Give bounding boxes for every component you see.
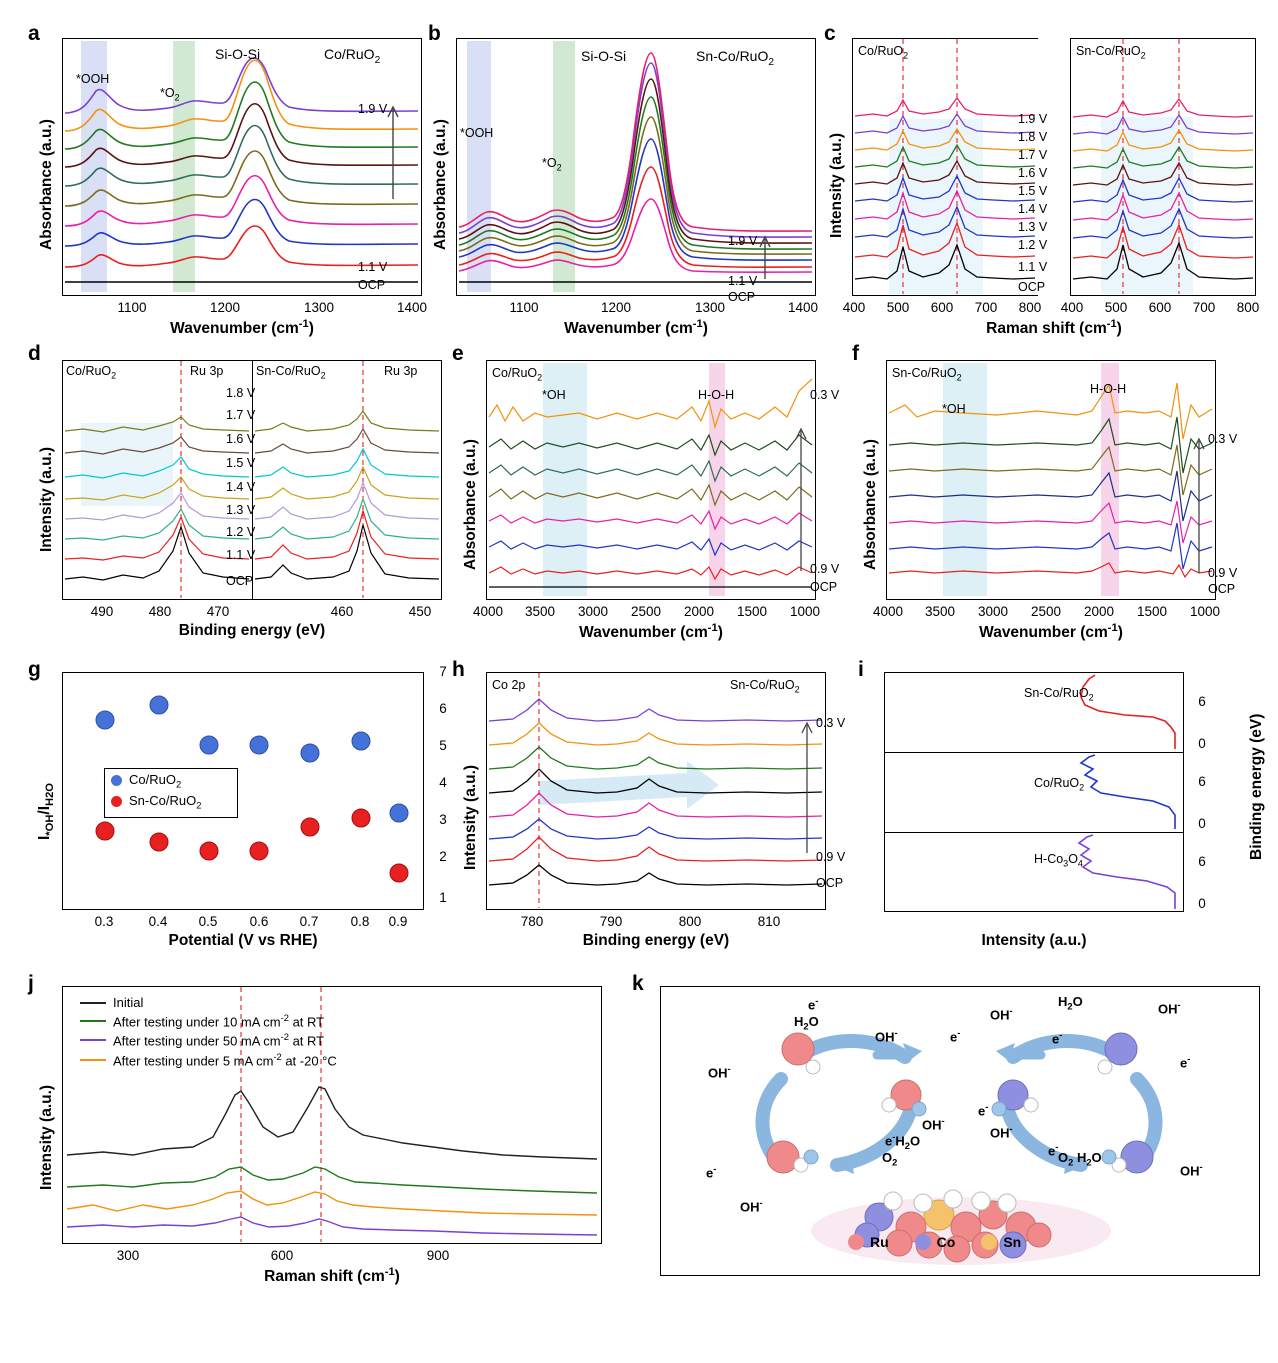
legend-dot-sn [981,1234,997,1250]
panel-k-label-e-1: e- [808,996,819,1013]
panel-label-k: k [632,972,644,995]
panel-g-ytick-6: 6 [439,701,447,716]
panel-d-potential-1.3: 1.3 V [226,503,256,517]
panel-g-xtick-0.9: 0.9 [388,914,408,929]
panel-d-xtick-470: 470 [206,604,230,619]
panel-a-ylabel: Absorbance (a.u.) [38,119,55,250]
panel-d-xtick-480: 480 [148,604,172,619]
panel-k-label-oh-4: OH- [740,1198,763,1215]
panel-b-xtick-1100: 1100 [509,300,539,315]
panel-c-right-xtick-800: 800 [1236,300,1260,315]
panel-h-ylabel: Intensity (a.u.) [462,764,479,870]
panel-a-xtick-1100: 1100 [117,300,147,315]
panel-i-ytick-bot-0: 0 [1198,896,1206,911]
panel-b-xtick-1300: 1300 [694,300,726,315]
panel-g-xlabel: Potential (V vs RHE) [168,932,318,949]
panel-g-xtick-0.5: 0.5 [198,914,218,929]
panel-k-label-oh-8: OH- [1180,1162,1203,1179]
panel-k-label-oh-1: OH- [708,1064,731,1081]
panel-h [486,672,846,910]
panel-k-label-oh-3: OH- [922,1116,945,1133]
panel-d-xtick-450: 450 [408,604,432,619]
panel-b-xtick-1400: 1400 [787,300,819,315]
panel-d-left-sample-label: Co/RuO$_2$ [66,364,117,381]
panel-j-legend-item-2 [80,1013,374,1029]
panel-f-xtick-1000: 1000 [1189,604,1221,619]
panel-c-left-sample-label: Co/RuO$_2$ [858,44,909,61]
panel-c-right-xtick-700: 700 [1192,300,1216,315]
panel-c-ylabel: Intensity (a.u.) [828,132,845,238]
panel-k-label-e-7: e- [1048,1142,1059,1159]
panel-f [886,360,1238,600]
panel-c-right-xtick-500: 500 [1104,300,1128,315]
panel-j-ylabel: Intensity (a.u.) [38,1084,55,1190]
panel-d-potential-1.6: 1.6 V [226,432,256,446]
panel-i-ytick-bot-6: 6 [1198,854,1206,869]
panel-d-xtick-490: 490 [90,604,114,619]
panel-g-legend-item-2 [111,793,231,811]
panel-c-left-xtick-800: 800 [1018,300,1042,315]
panel-j [62,986,602,1244]
panel-a-annotation-ooh: *OOH [76,72,110,86]
panel-i-plot-top [884,672,1184,752]
panel-b-plot-area [456,38,816,296]
panel-h-sample-label: Sn-Co/RuO$_2$ [730,678,800,695]
panel-label-c: c [824,22,836,45]
panel-k-legend-label-ru: Ru [870,1234,889,1250]
panel-f-xtick-4000: 4000 [872,604,904,619]
panel-k-legend-label-sn: Sn [1003,1234,1022,1250]
panel-k-legend-label-co: Co [936,1234,956,1250]
panel-h-baseline-label: OCP [816,876,844,890]
panel-g-legend [104,768,238,818]
panel-k-label-e-5: e- [1180,1054,1191,1071]
legend-dot-co-ruo2 [111,775,122,786]
panel-k-label-oh-5: OH- [1158,1000,1181,1017]
panel-h-plot-area [486,672,826,910]
panel-k-label-o2-left: $O_2$ [882,1150,898,1168]
panel-e-xtick-1000: 1000 [789,604,821,619]
panel-j-legend-item-3 [80,1032,374,1048]
panel-c-left-xtick-500: 500 [886,300,910,315]
panel-c-potential-1.5: 1.5 V [1018,184,1048,198]
panel-k-label-h2o-1: $H_2O$ [794,1014,819,1032]
panel-f-xtick-1500: 1500 [1136,604,1168,619]
panel-k [660,986,1260,1276]
legend-dot-sn-co-ruo2 [111,796,122,807]
legend-dot-co [915,1234,931,1250]
panel-d-right-core-label: Ru 3p [384,364,418,378]
legend-line-50ma-rt [80,1039,106,1041]
panel-label-e: e [452,342,464,365]
panel-j-legend-label-3: After testing under 50 mA $cm^{-2}$ at RT [113,1032,325,1049]
panel-a-xtick-1200: 1200 [209,300,241,315]
panel-label-i: i [858,658,864,681]
panel-e-arrow-top-label: 0.3 V [810,388,840,402]
panel-k-legend [848,1234,1098,1262]
panel-label-j: j [28,972,34,995]
panel-a-arrow-bottom-label: 1.1 V [358,260,388,274]
panel-f-annotation-oh: *OH [942,402,966,416]
panel-d-potential-1.8: 1.8 V [226,386,256,400]
panel-h-xtick-790: 790 [599,914,623,929]
panel-c-plot-left [852,38,1038,296]
panel-c-plot-right [1070,38,1256,296]
panel-c-potential-1.2: 1.2 V [1018,238,1048,252]
panel-a-annotation-sisi: Si-O-Si [215,46,261,62]
panel-e-plot-area [486,360,816,600]
panel-e-xtick-2000: 2000 [683,604,715,619]
panel-b [456,38,816,304]
panel-j-xtick-300: 300 [116,1248,140,1263]
panel-e-xtick-2500: 2500 [630,604,662,619]
panel-g-legend-label-2: Sn-Co/RuO$_2$ [129,792,202,811]
panel-b-arrow-bottom-label: 1.1 V [728,274,758,288]
panel-d-potential-1.1: 1.1 V [226,548,256,562]
panel-e-annotation-oh: *OH [542,388,566,402]
panel-b-baseline-label: OCP [728,290,756,304]
panel-c-potential-1.1: 1.1 V [1018,260,1048,274]
panel-i-trace-label-3: $H-Co_3O_4$ [1034,852,1083,869]
panel-f-xtick-3000: 3000 [977,604,1009,619]
panel-k-label-eh2o-left: $e^-H_2O$ [885,1132,921,1151]
panel-d-plot-left [62,360,252,600]
panel-c-potential-1.8: 1.8 V [1018,130,1048,144]
panel-e-ylabel: Absorbance (a.u.) [462,439,479,570]
panel-c-potential-1.6: 1.6 V [1018,166,1048,180]
panel-h-xtick-800: 800 [678,914,702,929]
panel-label-h: h [452,658,465,681]
panel-k-label-o2h2o-right: $O_2$ $H_2O$ [1058,1150,1102,1168]
panel-a [62,38,422,296]
panel-c-right-xtick-600: 600 [1148,300,1172,315]
panel-i-trace-label-2: Co/RuO$_2$ [1034,776,1085,793]
panel-g-ylabel: $I_{*OH}/I_{H2O}$ [36,783,57,840]
panel-j-legend-label-2: After testing under 10 mA $cm^{-2}$ at RT [113,1013,325,1030]
panel-k-label-e-3: e- [706,1164,717,1181]
panel-g-ytick-3: 3 [439,812,447,827]
panel-j-legend [74,992,380,1082]
panel-c-right-xtick-400: 400 [1060,300,1084,315]
panel-label-g: g [28,658,41,681]
panel-a-annotation-o2: $*O_2$ [160,86,180,103]
panel-d-xtick-460: 460 [330,604,354,619]
panel-f-arrow-top-label: 0.3 V [1208,432,1238,446]
panel-b-annotation-sisi: Si-O-Si [581,48,627,64]
panel-d-potential-1.7: 1.7 V [226,408,256,422]
panel-g-xtick-0.4: 0.4 [148,914,168,929]
panel-h-xlabel: Binding energy (eV) [582,932,730,949]
panel-j-legend-label-1: Initial [113,995,144,1010]
panel-g-legend-item-1 [111,772,231,790]
panel-b-sample-label: Sn-Co/RuO$_2$ [696,48,774,68]
panel-j-xtick-600: 600 [270,1248,294,1263]
panel-g-legend-label-1: Co/RuO$_2$ [129,772,182,790]
panel-g-xtick-0.6: 0.6 [249,914,269,929]
legend-line-initial [80,1002,106,1004]
panel-k-label-h2o-2: $H_2O$ [1058,994,1083,1012]
panel-k-label-e-6: e- [978,1102,989,1119]
panel-b-xtick-1200: 1200 [600,300,632,315]
panel-e-xlabel: Wavenumber $(cm^{-1})$ [579,622,723,642]
panel-a-xlabel: Wavenumber $(cm^{-1})$ [170,318,314,338]
panel-e-sample-label: Co/RuO$_2$ [492,366,543,383]
panel-f-arrow-bottom-label: 0.9 V [1208,566,1238,580]
panel-c [852,38,1256,296]
panel-g-xtick-0.8: 0.8 [350,914,370,929]
panel-f-xtick-2000: 2000 [1083,604,1115,619]
panel-g-ytick-7: 7 [439,664,447,679]
panel-h-xtick-810: 810 [757,914,781,929]
panel-d-baseline-label: OCP [226,574,254,588]
panel-a-baseline-label: OCP [358,278,386,292]
panel-f-xtick-2500: 2500 [1030,604,1062,619]
panel-b-annotation-ooh: *OOH [460,126,494,140]
panel-e-xtick-3000: 3000 [577,604,609,619]
panel-label-d: d [28,342,41,365]
panel-c-left-xtick-700: 700 [974,300,998,315]
panel-g-xtick-0.7: 0.7 [299,914,319,929]
panel-a-xtick-1400: 1400 [396,300,428,315]
panel-g-ytick-1: 1 [439,890,447,905]
panel-g-ytick-5: 5 [439,738,447,753]
panel-g-ytick-4: 4 [439,775,447,790]
panel-h-arrow-bottom-label: 0.9 V [816,850,846,864]
panel-d-left-core-label: Ru 3p [190,364,224,378]
panel-d-potential-1.4: 1.4 V [226,480,256,494]
panel-c-left-xtick-400: 400 [842,300,866,315]
panel-i [884,672,1184,910]
panel-e-annotation-hoh: H-O-H [698,388,735,402]
panel-a-xtick-1300: 1300 [303,300,335,315]
panel-j-xlabel: Raman shift $(cm^{-1})$ [264,1266,400,1286]
panel-d-plot-right [252,360,442,600]
panel-j-xtick-900: 900 [426,1248,450,1263]
panel-e [486,360,840,600]
panel-j-legend-item-1 [80,995,374,1010]
panel-g-ytick-2: 2 [439,849,447,864]
panel-label-a: a [28,22,40,45]
panel-b-arrow-top-label: 1.9 V [728,234,758,248]
panel-c-potential-1.7: 1.7 V [1018,148,1048,162]
panel-k-label-oh-2: OH- [875,1028,898,1045]
panel-f-plot-area [886,360,1216,600]
panel-e-baseline-label: OCP [810,580,838,594]
panel-e-arrow-bottom-label: 0.9 V [810,562,840,576]
legend-line-10ma-rt [80,1020,106,1022]
panel-i-ytick-mid-6: 6 [1198,774,1206,789]
panel-c-potential-1.9: 1.9 V [1018,112,1048,126]
panel-f-ylabel: Absorbance (a.u.) [862,439,879,570]
panel-i-ytick-top-0: 0 [1198,736,1206,751]
panel-g-xtick-0.3: 0.3 [94,914,114,929]
panel-k-label-e-4: e- [1052,1030,1063,1047]
panel-f-baseline-label: OCP [1208,582,1236,596]
panel-b-ylabel: Absorbance (a.u.) [432,119,449,250]
panel-d-potential-1.5: 1.5 V [226,456,256,470]
panel-j-legend-item-4 [80,1052,374,1068]
panel-a-arrow-top-label: 1.9 V [358,102,388,116]
panel-label-f: f [852,342,859,365]
panel-i-ylabel: Binding energy (eV) [1248,713,1265,860]
panel-f-sample-label: Sn-Co/RuO$_2$ [892,366,962,383]
panel-d-potential-1.2: 1.2 V [226,525,256,539]
panel-g [62,672,424,910]
panel-a-plot-area [62,38,422,296]
panel-b-xlabel: Wavenumber $(cm^{-1})$ [564,318,708,338]
panel-c-baseline-label: OCP [1018,280,1046,294]
panel-k-label-e-2: e- [950,1028,961,1045]
panel-i-plot-bottom [884,832,1184,912]
panel-d-xlabel: Binding energy (eV) [178,622,326,639]
panel-k-label-oh-7: OH- [990,1124,1013,1141]
panel-c-left-xtick-600: 600 [930,300,954,315]
panel-h-xtick-780: 780 [520,914,544,929]
panel-f-xtick-3500: 3500 [924,604,956,619]
panel-d-right-sample-label: Sn-Co/RuO$_2$ [256,364,326,381]
panel-c-right-sample-label: Sn-Co/RuO$_2$ [1076,44,1146,61]
panel-c-potential-1.4: 1.4 V [1018,202,1048,216]
panel-c-xlabel: Raman shift $(cm^{-1})$ [986,318,1122,338]
panel-e-xtick-3500: 3500 [524,604,556,619]
panel-label-b: b [428,22,441,45]
panel-b-annotation-o2: $*O_2$ [542,156,562,173]
panel-f-annotation-hoh: H-O-H [1090,382,1127,396]
panel-i-xlabel: Intensity (a.u.) [981,932,1087,949]
panel-e-xtick-1500: 1500 [736,604,768,619]
panel-j-legend-label-4: After testing under 5 mA $cm^{-2}$ at -20 °C [113,1051,337,1068]
legend-dot-ru [848,1234,864,1250]
panel-i-ytick-mid-0: 0 [1198,816,1206,831]
legend-line-5ma-minus20 [80,1059,106,1061]
panel-h-arrow-top-label: 0.3 V [816,716,846,730]
panel-e-xtick-4000: 4000 [472,604,504,619]
panel-c-potential-1.3: 1.3 V [1018,220,1048,234]
panel-i-ytick-top-6: 6 [1198,694,1206,709]
panel-d-ylabel: Intensity (a.u.) [38,446,55,552]
panel-f-xlabel: Wavenumber $(cm^{-1})$ [979,622,1123,642]
panel-k-label-oh-6: OH- [990,1006,1013,1023]
panel-h-core-label: Co 2p [492,678,526,692]
panel-d [62,360,442,600]
panel-i-trace-label-1: Sn-Co/RuO$_2$ [1024,686,1094,703]
panel-a-sample-label: Co/RuO$_2$ [324,46,381,66]
